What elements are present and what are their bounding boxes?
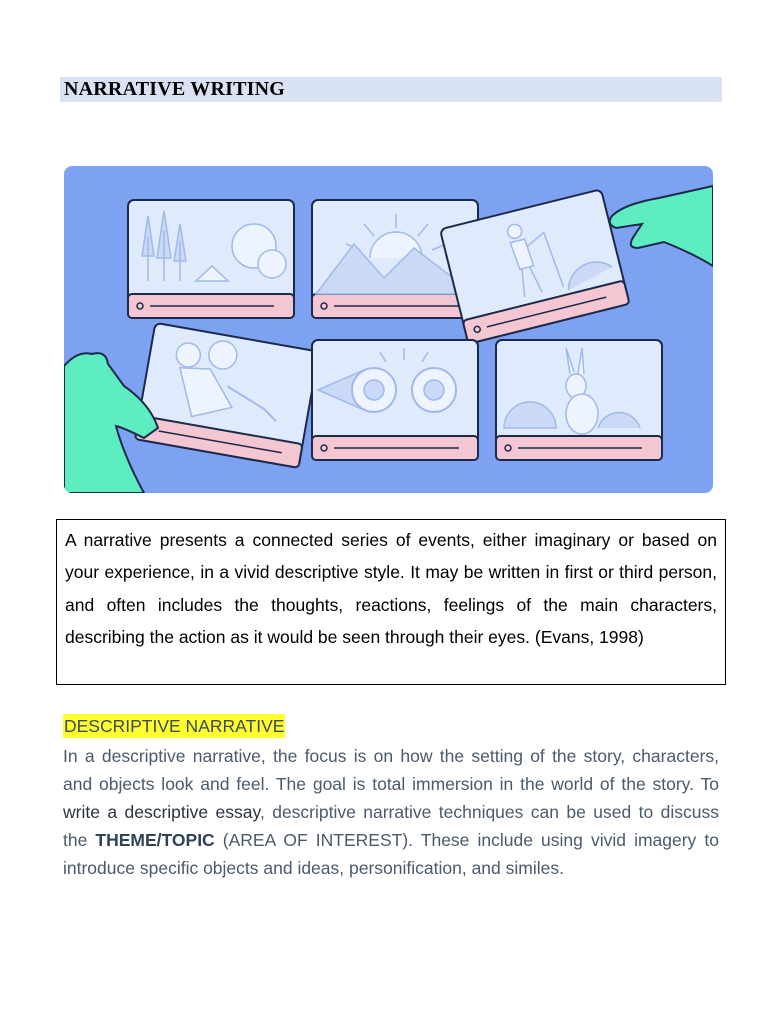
essay-link[interactable]: write a descriptive essay <box>63 802 260 822</box>
section-heading: DESCRIPTIVE NARRATIVE <box>64 716 285 736</box>
binoculars-icon <box>312 340 478 460</box>
definition-text: A narrative presents a connected series of events, either imaginary or based on your experience, in a vivid descriptive style. It may be written in first or third person, and often includes the thoughts, reactions, feelings of the main characters, describing the action as it would be seen through their eyes. (Evans, 1998) <box>65 530 717 647</box>
definition-box <box>56 519 726 685</box>
title-bar <box>60 77 722 102</box>
rabbit-icon <box>496 340 662 460</box>
theme-topic: THEME/TOPIC <box>95 830 215 850</box>
body-text: (AREA OF INTEREST). These include using vivid imagery to introduce specific objects and ideas, personification, and similes. <box>63 830 719 878</box>
page-title: NARRATIVE WRITING <box>64 78 286 100</box>
forest-scene-icon <box>128 200 294 318</box>
body-text: , descriptive narrative techniques can be used to discuss the <box>63 802 719 850</box>
section-body <box>63 742 719 882</box>
body-text: In a descriptive narrative, the focus is on how the setting of the story, characters, and objects look and feel. The goal is total immersion in the world of the story. To <box>63 746 719 794</box>
narrative-illustration <box>64 166 713 493</box>
